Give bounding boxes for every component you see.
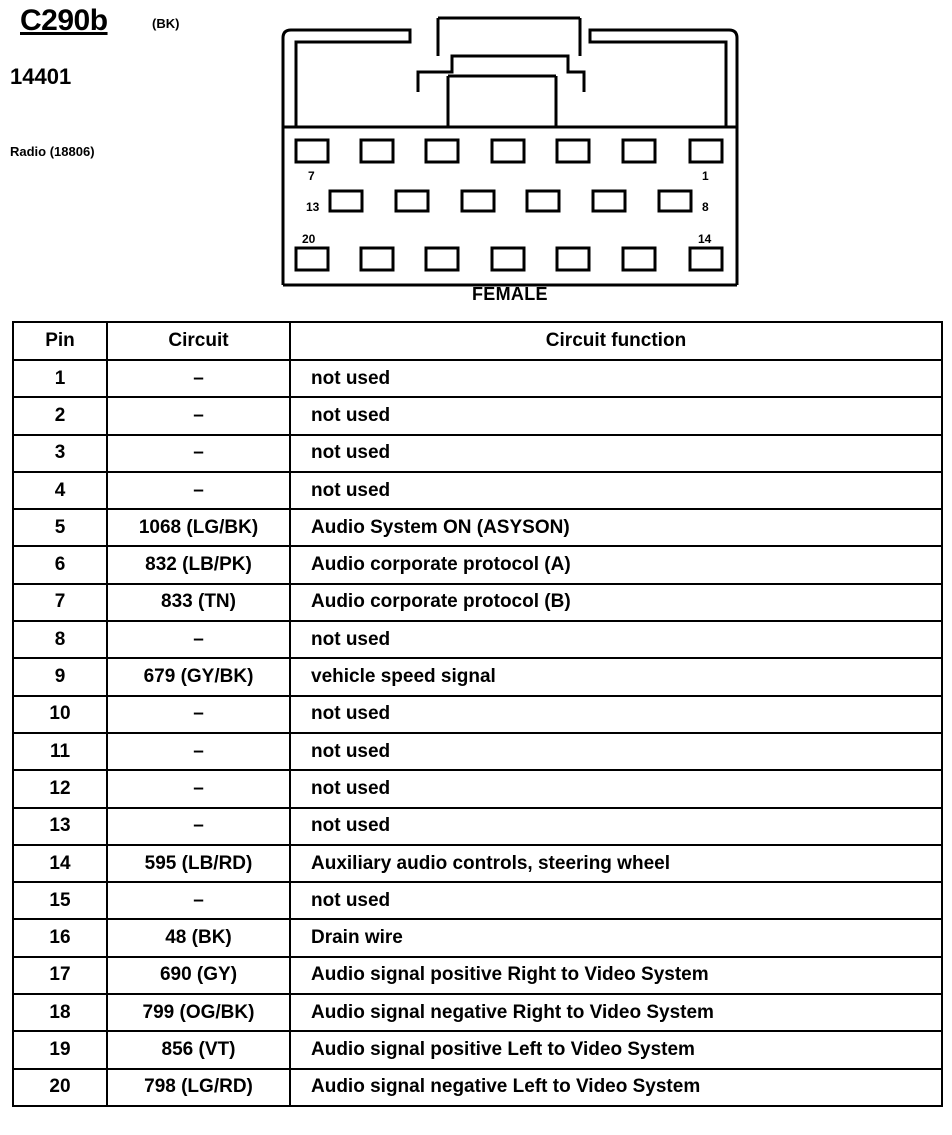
pin-label-1: 1 [702, 169, 709, 183]
pin-cell: 11 [13, 733, 107, 770]
function-cell: not used [290, 435, 942, 472]
table-row [13, 882, 942, 919]
pin-cavity [396, 191, 428, 211]
device-name: Radio (18806) [10, 144, 95, 159]
pin-cell: 17 [13, 957, 107, 994]
circuit-cell: – [107, 435, 290, 472]
pin-cavity [659, 191, 691, 211]
function-cell: not used [290, 808, 942, 845]
pin-label-8: 8 [702, 200, 709, 214]
circuit-cell: – [107, 360, 290, 397]
table-row [13, 546, 942, 583]
pin-label-14: 14 [698, 232, 712, 246]
function-cell: not used [290, 360, 942, 397]
function-cell: Audio System ON (ASYSON) [290, 509, 942, 546]
pin-table [12, 321, 943, 1107]
circuit-cell: – [107, 621, 290, 658]
circuit-cell: 833 (TN) [107, 584, 290, 621]
function-cell: Auxiliary audio controls, steering wheel [290, 845, 942, 882]
pin-cell: 6 [13, 546, 107, 583]
pin-cavity [330, 191, 362, 211]
circuit-cell: – [107, 696, 290, 733]
pin-cavity [623, 248, 655, 270]
table-row [13, 919, 942, 956]
table-row [13, 957, 942, 994]
function-cell: Drain wire [290, 919, 942, 956]
pin-label-7: 7 [308, 169, 315, 183]
function-cell: not used [290, 621, 942, 658]
circuit-cell: – [107, 397, 290, 434]
circuit-cell: – [107, 472, 290, 509]
pin-cavity [690, 248, 722, 270]
function-cell: not used [290, 472, 942, 509]
circuit-cell: 48 (BK) [107, 919, 290, 956]
table-row [13, 733, 942, 770]
table-row [13, 509, 942, 546]
header-pin: Pin [13, 322, 107, 360]
pin-cavity [623, 140, 655, 162]
table-row [13, 808, 942, 845]
function-cell: not used [290, 397, 942, 434]
circuit-cell: 799 (OG/BK) [107, 994, 290, 1031]
pin-cavity [296, 140, 328, 162]
pin-cavity [426, 140, 458, 162]
pin-cell: 8 [13, 621, 107, 658]
function-cell: not used [290, 696, 942, 733]
pin-cell: 12 [13, 770, 107, 807]
pin-cavity [557, 248, 589, 270]
circuit-cell: 1068 (LG/BK) [107, 509, 290, 546]
pin-cavity [361, 140, 393, 162]
function-cell: not used [290, 733, 942, 770]
function-cell: Audio signal positive Right to Video System [290, 957, 942, 994]
table-row [13, 1031, 942, 1068]
table-row [13, 472, 942, 509]
table-row [13, 360, 942, 397]
function-cell: Audio signal negative Right to Video System [290, 994, 942, 1031]
circuit-cell: 690 (GY) [107, 957, 290, 994]
circuit-cell: – [107, 733, 290, 770]
pin-cell: 15 [13, 882, 107, 919]
circuit-cell: 679 (GY/BK) [107, 658, 290, 695]
table-row [13, 397, 942, 434]
function-cell: vehicle speed signal [290, 658, 942, 695]
table-row [13, 435, 942, 472]
pin-cell: 14 [13, 845, 107, 882]
circuit-cell: – [107, 882, 290, 919]
header-circuit: Circuit [107, 322, 290, 360]
pin-cell: 4 [13, 472, 107, 509]
connector-face-diagram [0, 0, 952, 320]
pin-cell: 18 [13, 994, 107, 1031]
function-cell: Audio signal negative Left to Video System [290, 1069, 942, 1106]
pin-cavity [462, 191, 494, 211]
table-row [13, 1069, 942, 1106]
pin-cavity [492, 248, 524, 270]
pin-cell: 7 [13, 584, 107, 621]
circuit-cell: 798 (LG/RD) [107, 1069, 290, 1106]
pin-label-13: 13 [306, 200, 320, 214]
table-row [13, 696, 942, 733]
connector-latch [418, 18, 584, 127]
table-row [13, 621, 942, 658]
function-cell: Audio signal positive Left to Video System [290, 1031, 942, 1068]
pin-cavity [361, 248, 393, 270]
function-cell: Audio corporate protocol (B) [290, 584, 942, 621]
circuit-cell: 832 (LB/PK) [107, 546, 290, 583]
pin-cavity [593, 191, 625, 211]
pin-label-20: 20 [302, 232, 316, 246]
circuit-cell: 595 (LB/RD) [107, 845, 290, 882]
pin-cell: 19 [13, 1031, 107, 1068]
table-header-row [13, 322, 942, 360]
pin-cell: 5 [13, 509, 107, 546]
table-row [13, 994, 942, 1031]
pin-cell: 20 [13, 1069, 107, 1106]
part-number: 14401 [10, 64, 72, 89]
pin-cell: 10 [13, 696, 107, 733]
pin-cell: 13 [13, 808, 107, 845]
pin-cavity [426, 248, 458, 270]
connector-id: C290b [20, 4, 108, 37]
pin-cell: 16 [13, 919, 107, 956]
function-cell: not used [290, 770, 942, 807]
circuit-cell: – [107, 808, 290, 845]
circuit-cell: 856 (VT) [107, 1031, 290, 1068]
pin-cavity [296, 248, 328, 270]
pin-cell: 3 [13, 435, 107, 472]
function-cell: Audio corporate protocol (A) [290, 546, 942, 583]
connector-color: (BK) [152, 16, 180, 31]
pin-cell: 2 [13, 397, 107, 434]
pin-cavity [492, 140, 524, 162]
pin-cell: 1 [13, 360, 107, 397]
table-row [13, 770, 942, 807]
function-cell: not used [290, 882, 942, 919]
view-label: FEMALE [472, 284, 548, 304]
header-function: Circuit function [290, 322, 942, 360]
pin-cavity [690, 140, 722, 162]
pin-cell: 9 [13, 658, 107, 695]
pin-cavity [557, 140, 589, 162]
table-row [13, 658, 942, 695]
pin-cavity [527, 191, 559, 211]
circuit-cell: – [107, 770, 290, 807]
table-row [13, 845, 942, 882]
table-row [13, 584, 942, 621]
